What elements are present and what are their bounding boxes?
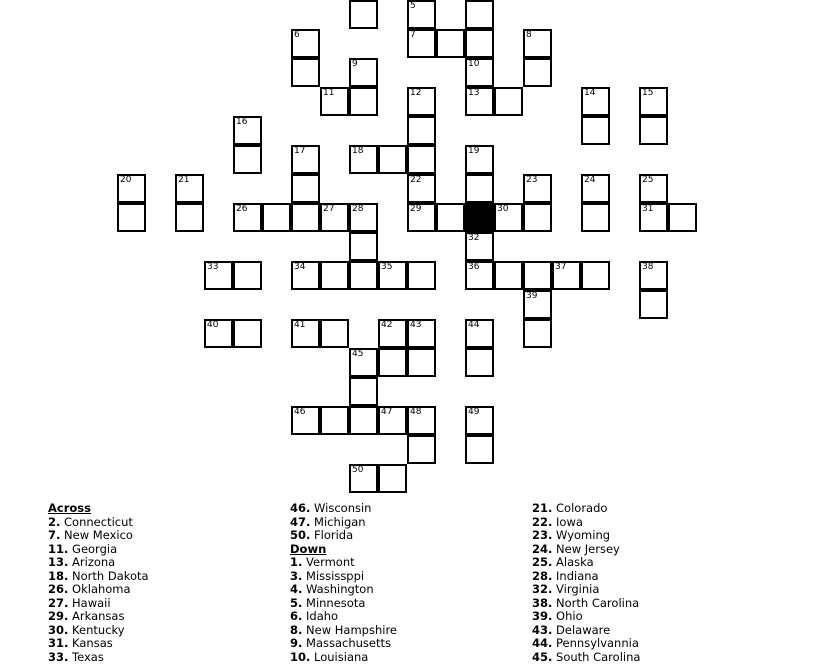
clue-number: 36: [468, 262, 479, 273]
clue-number: 29: [410, 204, 421, 215]
answer-cell[interactable]: [581, 203, 610, 232]
clue-number: 23.: [532, 528, 552, 542]
clue-text: Connecticut: [64, 515, 133, 529]
answer-cell[interactable]: [204, 319, 233, 348]
answer-cell[interactable]: [233, 145, 262, 174]
clue-number: 35: [381, 262, 392, 273]
clue-number: 6: [294, 30, 300, 41]
answer-cell[interactable]: [465, 232, 494, 261]
clue-number: 47: [381, 407, 392, 418]
clue-number: 10.: [290, 650, 310, 664]
down-clue: [532, 556, 762, 570]
down-clue: [532, 597, 762, 611]
clues-column-3: [532, 502, 762, 664]
answer-cell[interactable]: [407, 435, 436, 464]
clue-text: New Jersey: [556, 542, 620, 556]
answer-cell[interactable]: [407, 0, 436, 29]
across-clue: [290, 516, 520, 530]
clue-text: Mississppi: [306, 569, 364, 583]
clue-number: 27: [323, 204, 334, 215]
down-clue: [290, 651, 520, 664]
answer-cell[interactable]: [233, 319, 262, 348]
across-clue-list: [48, 516, 278, 664]
down-clue: [290, 597, 520, 611]
clue-text: Florida: [314, 528, 353, 542]
answer-cell[interactable]: [320, 319, 349, 348]
clue-number: 47.: [290, 515, 310, 529]
answer-cell[interactable]: [523, 58, 552, 87]
clue-number: 8.: [290, 623, 302, 637]
clue-text: Minnesota: [306, 596, 365, 610]
answer-cell[interactable]: [378, 261, 407, 290]
clue-text: Texas: [72, 650, 104, 664]
clue-number: 3.: [290, 569, 302, 583]
clue-number: 43.: [532, 623, 552, 637]
clue-number: 14: [584, 88, 595, 99]
answer-cell[interactable]: [465, 145, 494, 174]
answer-cell[interactable]: [233, 261, 262, 290]
answer-cell[interactable]: [523, 203, 552, 232]
answer-cell[interactable]: [349, 348, 378, 377]
across-clue: [48, 543, 278, 557]
down-clue: [532, 543, 762, 557]
clue-number: 29.: [48, 609, 68, 623]
answer-cell[interactable]: [436, 29, 465, 58]
clue-number: 17: [294, 146, 305, 157]
across-clue-list-continued: [290, 502, 520, 543]
down-clue: [532, 610, 762, 624]
clue-number: 24: [584, 175, 595, 186]
answer-cell[interactable]: [639, 87, 668, 116]
answer-cell[interactable]: [639, 174, 668, 203]
clues-column-2: [290, 502, 520, 664]
clue-number: 10: [468, 59, 479, 70]
clue-text: Virginia: [556, 582, 599, 596]
clue-number: 30: [497, 204, 508, 215]
answer-cell[interactable]: [378, 406, 407, 435]
clue-text: Arkansas: [72, 609, 124, 623]
down-clue: [532, 624, 762, 638]
clue-number: 4.: [290, 582, 302, 596]
down-clue: [290, 637, 520, 651]
across-clue: [48, 556, 278, 570]
clue-number: 22.: [532, 515, 552, 529]
clue-text: Alaska: [556, 555, 594, 569]
answer-cell[interactable]: [262, 203, 291, 232]
answer-cell[interactable]: [291, 203, 320, 232]
answer-cell[interactable]: [204, 261, 233, 290]
clue-number: 9: [352, 59, 358, 70]
clue-text: Idaho: [306, 609, 338, 623]
clue-number: 13.: [48, 555, 68, 569]
answer-cell[interactable]: [581, 87, 610, 116]
clue-text: Vermont: [306, 555, 355, 569]
down-clue: [290, 624, 520, 638]
answer-cell[interactable]: [523, 29, 552, 58]
clue-number: 28: [352, 204, 363, 215]
clue-number: 30.: [48, 623, 68, 637]
clue-number: 34: [294, 262, 305, 273]
clue-number: 45.: [532, 650, 552, 664]
answer-cell[interactable]: [552, 261, 581, 290]
clue-text: Delaware: [556, 623, 610, 637]
answer-cell[interactable]: [494, 261, 523, 290]
answer-cell[interactable]: [407, 319, 436, 348]
answer-cell[interactable]: [291, 58, 320, 87]
clue-text: Michigan: [314, 515, 366, 529]
answer-cell[interactable]: [378, 319, 407, 348]
answer-cell[interactable]: [407, 174, 436, 203]
down-clue: [290, 556, 520, 570]
answer-cell[interactable]: [668, 203, 697, 232]
down-clue: [532, 570, 762, 584]
across-clue: [48, 570, 278, 584]
clue-number: 7.: [48, 528, 60, 542]
down-clue: [290, 570, 520, 584]
down-clue: [532, 502, 762, 516]
answer-cell[interactable]: [349, 145, 378, 174]
clue-text: Iowa: [556, 515, 583, 529]
across-clue: [48, 597, 278, 611]
answer-cell[interactable]: [465, 261, 494, 290]
clue-text: South Carolina: [556, 650, 640, 664]
clue-number: 32.: [532, 582, 552, 596]
clue-number: 5: [410, 1, 416, 12]
across-clue: [48, 651, 278, 664]
clue-text: Louisiana: [314, 650, 368, 664]
clue-number: 18.: [48, 569, 68, 583]
clue-number: 13: [468, 88, 479, 99]
clue-text: Wyoming: [556, 528, 610, 542]
clue-number: 19: [468, 146, 479, 157]
clue-number: 5.: [290, 596, 302, 610]
answer-cell[interactable]: [407, 87, 436, 116]
down-clue: [290, 610, 520, 624]
clue-text: Indiana: [556, 569, 599, 583]
answer-cell[interactable]: [291, 174, 320, 203]
down-clue: [532, 529, 762, 543]
clue-number: 39.: [532, 609, 552, 623]
clue-number: 18: [352, 146, 363, 157]
black-square: [465, 203, 494, 232]
answer-cell[interactable]: [465, 58, 494, 87]
clue-number: 9.: [290, 636, 302, 650]
answer-cell[interactable]: [465, 319, 494, 348]
clue-text: Kansas: [72, 636, 113, 650]
clue-number: 45: [352, 349, 363, 360]
clue-number: 11.: [48, 542, 68, 556]
answer-cell[interactable]: [349, 464, 378, 493]
across-clue: [48, 529, 278, 543]
answer-cell[interactable]: [349, 377, 378, 406]
clue-number: 24.: [532, 542, 552, 556]
answer-cell[interactable]: [436, 203, 465, 232]
answer-cell[interactable]: [349, 58, 378, 87]
answer-cell[interactable]: [175, 203, 204, 232]
answer-cell[interactable]: [320, 87, 349, 116]
clue-text: Oklahoma: [72, 582, 131, 596]
answer-cell[interactable]: [349, 0, 378, 29]
clue-number: 37: [555, 262, 566, 273]
answer-cell[interactable]: [378, 348, 407, 377]
answer-cell[interactable]: [581, 261, 610, 290]
clue-number: 31: [642, 204, 653, 215]
clue-number: 39: [526, 291, 537, 302]
clue-number: 8: [526, 30, 532, 41]
clue-number: 48: [410, 407, 421, 418]
answer-cell[interactable]: [349, 87, 378, 116]
answer-cell[interactable]: [233, 203, 262, 232]
clue-number: 23: [526, 175, 537, 186]
answer-cell[interactable]: [117, 174, 146, 203]
clue-number: 50: [352, 465, 363, 476]
answer-cell[interactable]: [407, 261, 436, 290]
clue-number: 40: [207, 320, 218, 331]
clue-text: Georgia: [72, 542, 117, 556]
answer-cell[interactable]: [407, 116, 436, 145]
answer-cell[interactable]: [291, 319, 320, 348]
answer-cell[interactable]: [378, 145, 407, 174]
clue-text: Washington: [306, 582, 374, 596]
down-heading: Down: [290, 543, 520, 557]
clue-text: Kentucky: [72, 623, 125, 637]
clue-text: New Mexico: [64, 528, 133, 542]
answer-cell[interactable]: [465, 87, 494, 116]
clue-number: 22: [410, 175, 421, 186]
clue-number: 26.: [48, 582, 68, 596]
answer-cell[interactable]: [494, 87, 523, 116]
answer-cell[interactable]: [349, 261, 378, 290]
answer-cell[interactable]: [465, 435, 494, 464]
clue-number: 1.: [290, 555, 302, 569]
clue-number: 41: [294, 320, 305, 331]
answer-cell[interactable]: [349, 232, 378, 261]
clue-number: 38.: [532, 596, 552, 610]
clue-number: 44.: [532, 636, 552, 650]
clue-text: North Carolina: [556, 596, 639, 610]
across-clue: [48, 624, 278, 638]
clue-number: 28.: [532, 569, 552, 583]
clue-text: Massachusetts: [306, 636, 391, 650]
across-clue: [48, 637, 278, 651]
clue-number: 12: [410, 88, 421, 99]
clue-number: 33.: [48, 650, 68, 664]
answer-cell[interactable]: [407, 29, 436, 58]
down-clue: [532, 651, 762, 664]
clue-text: Arizona: [72, 555, 115, 569]
answer-cell[interactable]: [407, 348, 436, 377]
answer-cell[interactable]: [175, 174, 204, 203]
clue-number: 42: [381, 320, 392, 331]
clue-text: Ohio: [556, 609, 583, 623]
clue-text: Hawaii: [72, 596, 111, 610]
clue-number: 46: [294, 407, 305, 418]
clue-number: 43: [410, 320, 421, 331]
answer-cell[interactable]: [349, 406, 378, 435]
answer-cell[interactable]: [465, 0, 494, 29]
answer-cell[interactable]: [291, 29, 320, 58]
answer-cell[interactable]: [117, 203, 146, 232]
answer-cell[interactable]: [494, 203, 523, 232]
clue-number: 6.: [290, 609, 302, 623]
down-clue: [290, 583, 520, 597]
across-heading: Across: [48, 502, 278, 516]
clue-text: Wisconsin: [314, 501, 371, 515]
answer-cell[interactable]: [320, 203, 349, 232]
answer-cell[interactable]: [349, 203, 378, 232]
clue-number: 27.: [48, 596, 68, 610]
answer-cell[interactable]: [523, 319, 552, 348]
answer-cell[interactable]: [407, 406, 436, 435]
across-clue: [48, 583, 278, 597]
clue-number: 49: [468, 407, 479, 418]
clue-number: 15: [642, 88, 653, 99]
clue-number: 33: [207, 262, 218, 273]
down-clue: [532, 583, 762, 597]
clue-number: 25: [642, 175, 653, 186]
answer-cell[interactable]: [465, 348, 494, 377]
answer-cell[interactable]: [639, 290, 668, 319]
answer-cell[interactable]: [407, 203, 436, 232]
clue-number: 7: [410, 30, 416, 41]
answer-cell[interactable]: [320, 261, 349, 290]
clue-text: Pennsylvannia: [556, 636, 639, 650]
clue-number: 21.: [532, 501, 552, 515]
answer-cell[interactable]: [320, 406, 349, 435]
down-clue-list: [290, 556, 520, 664]
answer-cell[interactable]: [639, 203, 668, 232]
clue-text: North Dakota: [72, 569, 149, 583]
across-clue: [290, 529, 520, 543]
answer-cell[interactable]: [291, 261, 320, 290]
down-clue-list-continued: [532, 502, 762, 664]
clues-column-1: [48, 502, 278, 664]
answer-cell[interactable]: [407, 145, 436, 174]
answer-cell[interactable]: [523, 174, 552, 203]
answer-cell[interactable]: [378, 464, 407, 493]
clue-text: New Hampshire: [306, 623, 397, 637]
answer-cell[interactable]: [291, 145, 320, 174]
clue-number: 25.: [532, 555, 552, 569]
clue-number: 31.: [48, 636, 68, 650]
answer-cell[interactable]: [233, 116, 262, 145]
answer-cell[interactable]: [523, 261, 552, 290]
answer-cell[interactable]: [639, 261, 668, 290]
answer-cell[interactable]: [291, 406, 320, 435]
answer-cell[interactable]: [581, 174, 610, 203]
answer-cell[interactable]: [523, 290, 552, 319]
answer-cell[interactable]: [639, 116, 668, 145]
clue-number: 21: [178, 175, 189, 186]
clue-number: 38: [642, 262, 653, 273]
clue-number: 26: [236, 204, 247, 215]
clue-number: 46.: [290, 501, 310, 515]
across-clue: [48, 516, 278, 530]
clue-number: 11: [323, 88, 334, 99]
clue-number: 20: [120, 175, 131, 186]
clue-text: Colorado: [556, 501, 607, 515]
answer-cell[interactable]: [581, 116, 610, 145]
clue-number: 50.: [290, 528, 310, 542]
clue-number: 16: [236, 117, 247, 128]
down-clue: [532, 516, 762, 530]
answer-cell[interactable]: [465, 406, 494, 435]
answer-cell[interactable]: [465, 29, 494, 58]
clue-number: 32: [468, 233, 479, 244]
down-clue: [532, 637, 762, 651]
clue-number: 44: [468, 320, 479, 331]
answer-cell[interactable]: [465, 174, 494, 203]
clue-number: 2.: [48, 515, 60, 529]
across-clue: [48, 610, 278, 624]
across-clue: [290, 502, 520, 516]
